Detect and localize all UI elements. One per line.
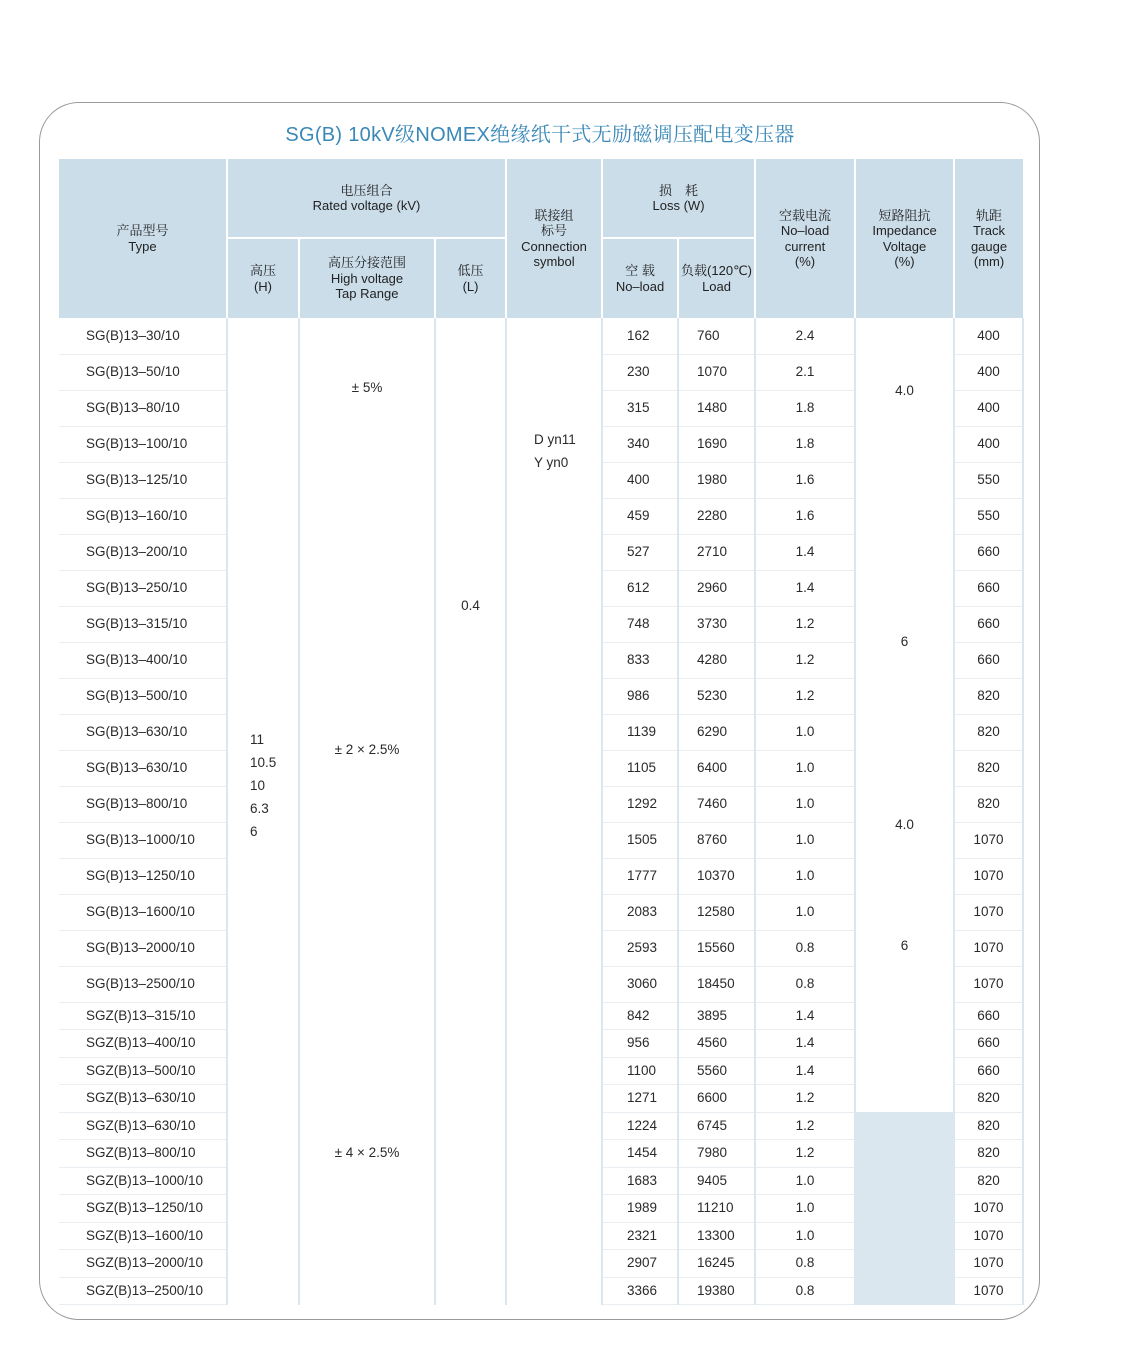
- track-gauge-cell: 820: [954, 750, 1023, 786]
- load-loss-cell: 6745: [678, 1112, 755, 1140]
- track-gauge-cell: 1070: [954, 1222, 1023, 1250]
- noload-loss-cell: 527: [602, 534, 678, 570]
- noload-current-cell: 1.2: [755, 606, 855, 642]
- header-hv: 高压 (H): [227, 238, 299, 318]
- noload-current-cell: 1.4: [755, 1002, 855, 1030]
- noload-loss-cell: 3366: [602, 1277, 678, 1305]
- noload-loss-cell: 833: [602, 642, 678, 678]
- load-loss-cell: 1980: [678, 462, 755, 498]
- type-cell: SGZ(B)13–400/10: [59, 1030, 227, 1058]
- load-loss-cell: 6400: [678, 750, 755, 786]
- noload-loss-cell: 986: [602, 678, 678, 714]
- track-gauge-cell: 1070: [954, 858, 1023, 894]
- track-gauge-cell: 660: [954, 1030, 1023, 1058]
- type-cell: SGZ(B)13–1000/10: [59, 1167, 227, 1195]
- type-cell: SG(B)13–315/10: [59, 606, 227, 642]
- hv-value: 6: [250, 824, 258, 839]
- header-impedance: 短路阻抗 Impedance Voltage (%): [855, 159, 954, 318]
- track-gauge-cell: 400: [954, 426, 1023, 462]
- table-row: [59, 318, 1023, 354]
- track-gauge-cell: 1070: [954, 822, 1023, 858]
- noload-current-cell: 1.0: [755, 894, 855, 930]
- noload-loss-cell: 2593: [602, 930, 678, 966]
- load-loss-cell: 13300: [678, 1222, 755, 1250]
- track-gauge-cell: 1070: [954, 930, 1023, 966]
- noload-current-cell: 0.8: [755, 966, 855, 1002]
- table-header: [59, 159, 1023, 318]
- track-gauge-cell: 1070: [954, 894, 1023, 930]
- lv-cell: 0.4: [435, 318, 506, 1305]
- hv-cell: [227, 318, 299, 1305]
- hv-value: 6.3: [250, 801, 269, 816]
- noload-current-cell: 1.0: [755, 1222, 855, 1250]
- noload-current-cell: 1.2: [755, 1085, 855, 1113]
- load-loss-cell: 5560: [678, 1057, 755, 1085]
- spec-table: [59, 159, 1024, 1305]
- track-gauge-cell: 400: [954, 354, 1023, 390]
- track-gauge-cell: 660: [954, 534, 1023, 570]
- header-load-loss: 负载(120℃) Load: [678, 238, 755, 318]
- noload-current-cell: 1.0: [755, 858, 855, 894]
- type-cell: SG(B)13–50/10: [59, 354, 227, 390]
- table-body: [59, 318, 1023, 1305]
- noload-current-cell: 1.2: [755, 678, 855, 714]
- header-type: 产品型号 Type: [59, 159, 227, 318]
- tap-range-cell: ± 4 × 2.5%: [299, 1002, 435, 1305]
- track-gauge-cell: 1070: [954, 966, 1023, 1002]
- load-loss-cell: 4560: [678, 1030, 755, 1058]
- noload-loss-cell: 1105: [602, 750, 678, 786]
- type-cell: SG(B)13–30/10: [59, 318, 227, 354]
- noload-current-cell: 0.8: [755, 1250, 855, 1278]
- type-cell: SG(B)13–160/10: [59, 498, 227, 534]
- load-loss-cell: 4280: [678, 642, 755, 678]
- header-lv: 低压 (L): [435, 238, 506, 318]
- header-tap-range: 高压分接范围 High voltage Tap Range: [299, 238, 435, 318]
- load-loss-cell: 6290: [678, 714, 755, 750]
- header-track-gauge: 轨距 Track gauge (mm): [954, 159, 1023, 318]
- header-rated-voltage: 电压组合 Rated voltage (kV): [227, 159, 506, 238]
- noload-current-cell: 1.0: [755, 1195, 855, 1223]
- track-gauge-cell: 820: [954, 1085, 1023, 1113]
- noload-loss-cell: 230: [602, 354, 678, 390]
- connection-symbol: Y yn0: [534, 455, 569, 470]
- load-loss-cell: 8760: [678, 822, 755, 858]
- noload-current-cell: 1.0: [755, 1167, 855, 1195]
- load-loss-cell: 2710: [678, 534, 755, 570]
- load-loss-cell: 2960: [678, 570, 755, 606]
- type-cell: SG(B)13–800/10: [59, 786, 227, 822]
- noload-current-cell: 1.2: [755, 642, 855, 678]
- load-loss-cell: 7460: [678, 786, 755, 822]
- type-cell: SG(B)13–630/10: [59, 750, 227, 786]
- header-connection: 联接组 标号 Connection symbol: [506, 159, 602, 318]
- noload-loss-cell: 612: [602, 570, 678, 606]
- noload-loss-cell: 842: [602, 1002, 678, 1030]
- track-gauge-cell: 550: [954, 498, 1023, 534]
- noload-current-cell: 1.4: [755, 1030, 855, 1058]
- track-gauge-cell: 660: [954, 1057, 1023, 1085]
- hv-value: 11: [250, 732, 265, 747]
- track-gauge-cell: 820: [954, 1140, 1023, 1168]
- load-loss-cell: 6600: [678, 1085, 755, 1113]
- track-gauge-cell: 820: [954, 678, 1023, 714]
- impedance-cell: 4.0: [855, 750, 954, 930]
- track-gauge-cell: 660: [954, 642, 1023, 678]
- noload-current-cell: 1.4: [755, 1057, 855, 1085]
- type-cell: SG(B)13–2500/10: [59, 966, 227, 1002]
- type-cell: SG(B)13–100/10: [59, 426, 227, 462]
- load-loss-cell: 1690: [678, 426, 755, 462]
- noload-loss-cell: 956: [602, 1030, 678, 1058]
- noload-loss-cell: 1271: [602, 1085, 678, 1113]
- type-cell: SG(B)13–630/10: [59, 714, 227, 750]
- track-gauge-cell: 1070: [954, 1195, 1023, 1223]
- type-cell: SG(B)13–80/10: [59, 390, 227, 426]
- noload-loss-cell: 2907: [602, 1250, 678, 1278]
- noload-loss-cell: 1139: [602, 714, 678, 750]
- load-loss-cell: 16245: [678, 1250, 755, 1278]
- type-cell: SGZ(B)13–1600/10: [59, 1222, 227, 1250]
- track-gauge-cell: 400: [954, 390, 1023, 426]
- load-loss-cell: 5230: [678, 678, 755, 714]
- track-gauge-cell: 1070: [954, 1250, 1023, 1278]
- connection-symbol: D yn11: [534, 432, 576, 447]
- load-loss-cell: 1070: [678, 354, 755, 390]
- type-cell: SG(B)13–1600/10: [59, 894, 227, 930]
- noload-loss-cell: 459: [602, 498, 678, 534]
- type-cell: SGZ(B)13–800/10: [59, 1140, 227, 1168]
- load-loss-cell: 2280: [678, 498, 755, 534]
- noload-loss-cell: 2083: [602, 894, 678, 930]
- type-cell: SG(B)13–200/10: [59, 534, 227, 570]
- type-cell: SG(B)13–2000/10: [59, 930, 227, 966]
- track-gauge-cell: 660: [954, 606, 1023, 642]
- noload-loss-cell: 1989: [602, 1195, 678, 1223]
- noload-loss-cell: 748: [602, 606, 678, 642]
- header-noload-current: 空载电流 No–load current (%): [755, 159, 855, 318]
- noload-loss-cell: 1224: [602, 1112, 678, 1140]
- load-loss-cell: 12580: [678, 894, 755, 930]
- noload-current-cell: 1.4: [755, 534, 855, 570]
- load-loss-cell: 3895: [678, 1002, 755, 1030]
- track-gauge-cell: 660: [954, 1002, 1023, 1030]
- track-gauge-cell: 550: [954, 462, 1023, 498]
- page-title: SG(B) 10kV级NOMEX绝缘纸干式无励磁调压配电变压器: [285, 124, 795, 146]
- noload-current-cell: 1.6: [755, 462, 855, 498]
- load-loss-cell: 760: [678, 318, 755, 354]
- impedance-cell-blank: [855, 1002, 954, 1112]
- noload-loss-cell: 1683: [602, 1167, 678, 1195]
- load-loss-cell: 19380: [678, 1277, 755, 1305]
- header-loss: 损 耗 Loss (W): [602, 159, 755, 238]
- load-loss-cell: 11210: [678, 1195, 755, 1223]
- type-cell: SG(B)13–500/10: [59, 678, 227, 714]
- type-cell: SGZ(B)13–315/10: [59, 1002, 227, 1030]
- type-cell: SG(B)13–400/10: [59, 642, 227, 678]
- noload-current-cell: 1.0: [755, 750, 855, 786]
- noload-current-cell: 0.8: [755, 1277, 855, 1305]
- noload-loss-cell: 315: [602, 390, 678, 426]
- tap-range-cell: ± 5%: [299, 318, 435, 498]
- track-gauge-cell: 1070: [954, 1277, 1023, 1305]
- noload-current-cell: 1.6: [755, 498, 855, 534]
- track-gauge-cell: 820: [954, 1167, 1023, 1195]
- noload-loss-cell: 1100: [602, 1057, 678, 1085]
- load-loss-cell: 1480: [678, 390, 755, 426]
- noload-loss-cell: 400: [602, 462, 678, 498]
- load-loss-cell: 7980: [678, 1140, 755, 1168]
- noload-current-cell: 1.8: [755, 426, 855, 462]
- load-loss-cell: 15560: [678, 930, 755, 966]
- impedance-cell-blank: [855, 1112, 954, 1305]
- load-loss-cell: 3730: [678, 606, 755, 642]
- type-cell: SGZ(B)13–630/10: [59, 1112, 227, 1140]
- track-gauge-cell: 660: [954, 570, 1023, 606]
- noload-current-cell: 2.4: [755, 318, 855, 354]
- noload-loss-cell: 1454: [602, 1140, 678, 1168]
- track-gauge-cell: 400: [954, 318, 1023, 354]
- impedance-cell: 6: [855, 534, 954, 750]
- noload-current-cell: 0.8: [755, 930, 855, 966]
- noload-loss-cell: 2321: [602, 1222, 678, 1250]
- type-cell: SGZ(B)13–2500/10: [59, 1277, 227, 1305]
- type-cell: SGZ(B)13–630/10: [59, 1085, 227, 1113]
- noload-current-cell: 2.1: [755, 354, 855, 390]
- type-cell: SGZ(B)13–1250/10: [59, 1195, 227, 1223]
- noload-current-cell: 1.8: [755, 390, 855, 426]
- noload-current-cell: 1.0: [755, 822, 855, 858]
- noload-current-cell: 1.0: [755, 786, 855, 822]
- noload-loss-cell: 340: [602, 426, 678, 462]
- header-noload-loss: 空 载 No–load: [602, 238, 678, 318]
- noload-loss-cell: 3060: [602, 966, 678, 1002]
- load-loss-cell: 9405: [678, 1167, 755, 1195]
- noload-current-cell: 1.2: [755, 1140, 855, 1168]
- noload-current-cell: 1.4: [755, 570, 855, 606]
- type-cell: SG(B)13–125/10: [59, 462, 227, 498]
- noload-loss-cell: 1777: [602, 858, 678, 894]
- hv-value: 10.5: [250, 755, 277, 770]
- noload-current-cell: 1.2: [755, 1112, 855, 1140]
- type-cell: SG(B)13–250/10: [59, 570, 227, 606]
- noload-loss-cell: 1292: [602, 786, 678, 822]
- type-cell: SG(B)13–1000/10: [59, 822, 227, 858]
- load-loss-cell: 18450: [678, 966, 755, 1002]
- tap-range-cell: ± 2 × 2.5%: [299, 498, 435, 1002]
- type-cell: SG(B)13–1250/10: [59, 858, 227, 894]
- track-gauge-cell: 820: [954, 786, 1023, 822]
- impedance-cell: 4.0: [855, 318, 954, 534]
- hv-value: 10: [250, 778, 266, 793]
- noload-loss-cell: 1505: [602, 822, 678, 858]
- track-gauge-cell: 820: [954, 714, 1023, 750]
- type-cell: SGZ(B)13–2000/10: [59, 1250, 227, 1278]
- noload-current-cell: 1.0: [755, 714, 855, 750]
- connection-cell: [506, 318, 602, 1305]
- load-loss-cell: 10370: [678, 858, 755, 894]
- noload-loss-cell: 162: [602, 318, 678, 354]
- track-gauge-cell: 820: [954, 1112, 1023, 1140]
- impedance-cell: 6: [855, 930, 954, 1002]
- type-cell: SGZ(B)13–500/10: [59, 1057, 227, 1085]
